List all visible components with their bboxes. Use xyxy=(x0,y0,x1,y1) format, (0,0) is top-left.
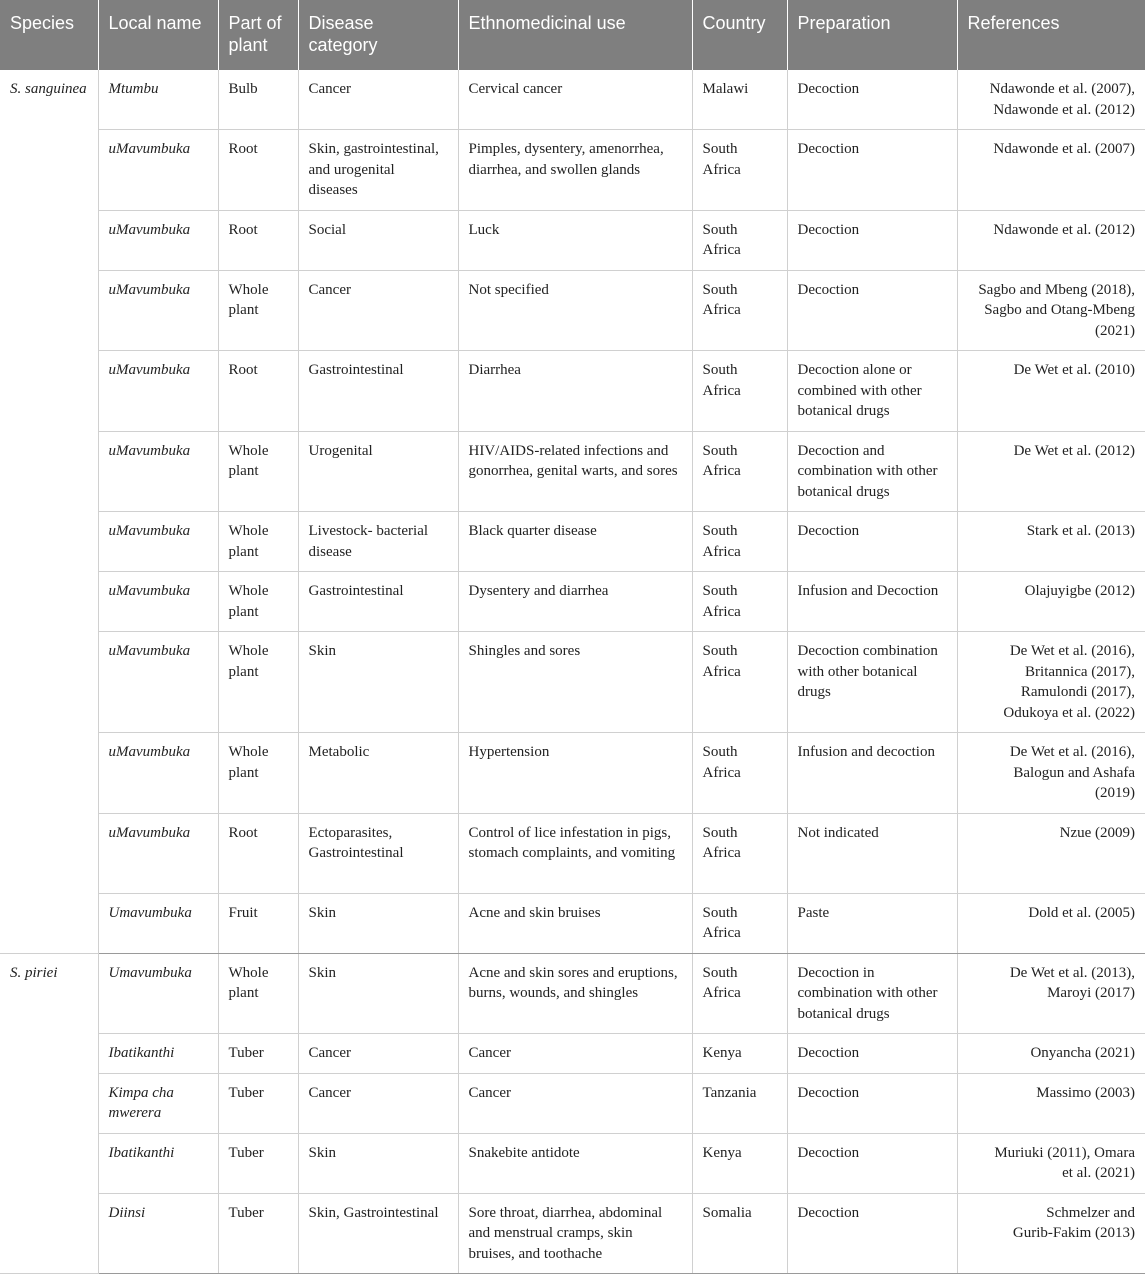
preparation-cell: Decoction xyxy=(787,1073,957,1133)
references-cell xyxy=(957,1193,1145,1274)
country-cell: Kenya xyxy=(692,1034,787,1074)
references-cell xyxy=(957,813,1145,893)
category-cell: Skin xyxy=(298,953,458,1034)
local-name-cell: uMavumbuka xyxy=(98,431,218,512)
table-row xyxy=(0,572,1145,632)
country-cell: South Africa xyxy=(692,130,787,211)
references-cell xyxy=(957,130,1145,211)
part-cell: Whole plant xyxy=(218,632,298,733)
category-cell: Cancer xyxy=(298,1073,458,1133)
use-cell: Diarrhea xyxy=(458,351,692,432)
reference-line: De Wet et al. (2016), xyxy=(1009,744,1135,760)
reference-line: De Wet et al. (2016), xyxy=(1009,643,1135,659)
references-cell xyxy=(957,893,1145,953)
header-preparation: Preparation xyxy=(787,0,957,70)
preparation-cell: Infusion and Decoction xyxy=(787,572,957,632)
reference-line: Massimo (2003) xyxy=(1036,1084,1135,1101)
use-cell: Dysentery and diarrhea xyxy=(458,572,692,632)
part-cell: Tuber xyxy=(218,1073,298,1133)
header-references: References xyxy=(957,0,1145,70)
reference-line: De Wet et al. (2010) xyxy=(1013,362,1135,378)
references-cell xyxy=(957,431,1145,512)
category-cell: Skin, Gastrointestinal xyxy=(298,1193,458,1274)
references-cell xyxy=(957,733,1145,814)
use-cell: Acne and skin bruises xyxy=(458,893,692,953)
reference-line: Ndawonde et al. (2007) xyxy=(993,141,1135,157)
use-cell: Black quarter disease xyxy=(458,512,692,572)
preparation-cell: Decoction xyxy=(787,1034,957,1074)
table-row xyxy=(0,1193,1145,1274)
country-cell: South Africa xyxy=(692,572,787,632)
part-cell: Tuber xyxy=(218,1133,298,1193)
part-cell: Tuber xyxy=(218,1193,298,1274)
use-cell: Cancer xyxy=(458,1073,692,1133)
reference-line: Stark et al. (2013) xyxy=(1026,523,1135,539)
table-row xyxy=(0,1073,1145,1133)
local-name-cell: Ibatikanthi xyxy=(98,1034,218,1074)
references-cell xyxy=(957,210,1145,270)
use-cell: Snakebite antidote xyxy=(458,1133,692,1193)
preparation-cell: Decoction and combination with other botanical drugs xyxy=(787,431,957,512)
country-cell: South Africa xyxy=(692,512,787,572)
preparation-cell: Paste xyxy=(787,893,957,953)
use-cell: HIV/AIDS-related infections and gonorrhea, genital warts, and sores xyxy=(458,431,692,512)
part-cell: Whole plant xyxy=(218,733,298,814)
reference-line: Sagbo and Otang-Mbeng xyxy=(984,302,1135,318)
preparation-cell: Not indicated xyxy=(787,813,957,893)
local-name-cell: uMavumbuka xyxy=(98,270,218,351)
reference-line: Onyancha (2021) xyxy=(1030,1045,1135,1061)
references-cell xyxy=(957,270,1145,351)
references-cell xyxy=(957,1133,1145,1193)
local-name-cell: uMavumbuka xyxy=(98,351,218,432)
reference-line: Ndawonde et al. (2012) xyxy=(993,101,1135,118)
table-row xyxy=(0,893,1145,953)
header-disease-category: Disease category xyxy=(298,0,458,70)
header-local-name: Local name xyxy=(98,0,218,70)
header-part-of-plant: Part of plant xyxy=(218,0,298,70)
use-cell: Hypertension xyxy=(458,733,692,814)
use-cell: Shingles and sores xyxy=(458,632,692,733)
local-name-cell: Ibatikanthi xyxy=(98,1133,218,1193)
use-cell: Not specified xyxy=(458,270,692,351)
reference-line: De Wet et al. (2012) xyxy=(1013,442,1135,459)
references-cell xyxy=(957,1073,1145,1133)
reference-line: Nzue (2009) xyxy=(1059,824,1135,841)
use-cell: Control of lice infestation in pigs, stomach complaints, and vomiting xyxy=(458,813,692,893)
part-cell: Root xyxy=(218,813,298,893)
country-cell: South Africa xyxy=(692,953,787,1034)
local-name-cell: Umavumbuka xyxy=(98,893,218,953)
reference-line: Gurib-Fakim (2013) xyxy=(1012,1225,1135,1241)
category-cell: Metabolic xyxy=(298,733,458,814)
part-cell: Tuber xyxy=(218,1034,298,1074)
part-cell: Whole plant xyxy=(218,953,298,1034)
category-cell: Skin xyxy=(298,632,458,733)
country-cell: Malawi xyxy=(692,70,787,130)
table-row xyxy=(0,733,1145,814)
reference-line: Balogun and Ashafa xyxy=(1013,764,1135,781)
use-cell: Pimples, dysentery, amenorrhea, diarrhea, and swollen glands xyxy=(458,130,692,211)
references-cell xyxy=(957,572,1145,632)
table-row xyxy=(0,130,1145,211)
reference-line: Ndawonde et al. (2012) xyxy=(993,221,1135,238)
references-cell xyxy=(957,351,1145,432)
table-row xyxy=(0,813,1145,893)
local-name-cell: Umavumbuka xyxy=(98,953,218,1034)
table-row xyxy=(0,351,1145,432)
part-cell: Root xyxy=(218,210,298,270)
reference-line: Ndawonde et al. (2007), xyxy=(989,81,1135,97)
preparation-cell: Decoction alone or combined with other botanical drugs xyxy=(787,351,957,432)
header-species: Species xyxy=(0,0,98,70)
preparation-cell: Decoction xyxy=(787,70,957,130)
category-cell: Livestock- bacterial disease xyxy=(298,512,458,572)
table-row xyxy=(0,1034,1145,1074)
table-header xyxy=(0,0,1145,70)
preparation-cell: Decoction xyxy=(787,210,957,270)
preparation-cell: Decoction xyxy=(787,130,957,211)
references-cell xyxy=(957,512,1145,572)
category-cell: Skin xyxy=(298,893,458,953)
reference-line: (2019) xyxy=(1095,785,1135,801)
reference-line: et al. (2021) xyxy=(1062,1165,1135,1181)
local-name-cell: uMavumbuka xyxy=(98,512,218,572)
preparation-cell: Decoction xyxy=(787,1133,957,1193)
country-cell: South Africa xyxy=(692,733,787,814)
part-cell: Fruit xyxy=(218,893,298,953)
category-cell: Cancer xyxy=(298,1034,458,1074)
country-cell: Somalia xyxy=(692,1193,787,1274)
use-cell: Acne and skin sores and eruptions, burns, wounds, and shingles xyxy=(458,953,692,1034)
part-cell: Root xyxy=(218,130,298,211)
category-cell: Gastrointestinal xyxy=(298,351,458,432)
category-cell: Cancer xyxy=(298,70,458,130)
local-name-cell: uMavumbuka xyxy=(98,813,218,893)
local-name-cell: uMavumbuka xyxy=(98,130,218,211)
references-cell xyxy=(957,1034,1145,1074)
table-row xyxy=(0,632,1145,733)
table-row xyxy=(0,512,1145,572)
country-cell: Tanzania xyxy=(692,1073,787,1133)
local-name-cell: Diinsi xyxy=(98,1193,218,1274)
reference-line: Sagbo and Mbeng (2018), xyxy=(978,281,1135,298)
country-cell: South Africa xyxy=(692,813,787,893)
country-cell: South Africa xyxy=(692,210,787,270)
use-cell: Luck xyxy=(458,210,692,270)
preparation-cell: Infusion and decoction xyxy=(787,733,957,814)
header-country: Country xyxy=(692,0,787,70)
reference-line: Ramulondi (2017), xyxy=(1020,684,1135,700)
category-cell: Cancer xyxy=(298,270,458,351)
preparation-cell: Decoction in combination with other botanical drugs xyxy=(787,953,957,1034)
reference-line: Maroyi (2017) xyxy=(1047,985,1135,1001)
category-cell: Urogenital xyxy=(298,431,458,512)
category-cell: Ectoparasites, Gastrointestinal xyxy=(298,813,458,893)
species-cell: S. piriei xyxy=(0,953,98,1274)
country-cell: South Africa xyxy=(692,431,787,512)
preparation-cell: Decoction combination with other botanical drugs xyxy=(787,632,957,733)
part-cell: Root xyxy=(218,351,298,432)
local-name-cell: Mtumbu xyxy=(98,70,218,130)
table-row xyxy=(0,210,1145,270)
reference-line: (2021) xyxy=(1095,322,1135,339)
part-cell: Whole plant xyxy=(218,512,298,572)
use-cell: Cervical cancer xyxy=(458,70,692,130)
local-name-cell: uMavumbuka xyxy=(98,210,218,270)
references-cell xyxy=(957,70,1145,130)
country-cell: South Africa xyxy=(692,351,787,432)
local-name-cell: uMavumbuka xyxy=(98,733,218,814)
table-row xyxy=(0,70,1145,130)
reference-line: Odukoya et al. (2022) xyxy=(1003,704,1135,721)
category-cell: Skin xyxy=(298,1133,458,1193)
reference-line: Schmelzer and xyxy=(1046,1204,1135,1221)
reference-line: De Wet et al. (2013), xyxy=(1009,964,1135,981)
local-name-cell: uMavumbuka xyxy=(98,632,218,733)
country-cell: South Africa xyxy=(692,632,787,733)
table-row xyxy=(0,431,1145,512)
category-cell: Skin, gastrointestinal, and urogenital diseases xyxy=(298,130,458,211)
country-cell: Kenya xyxy=(692,1133,787,1193)
reference-line: Olajuyigbe (2012) xyxy=(1024,583,1135,599)
part-cell: Whole plant xyxy=(218,431,298,512)
use-cell: Sore throat, diarrhea, abdominal and menstrual cramps, skin bruises, and toothache xyxy=(458,1193,692,1274)
part-cell: Bulb xyxy=(218,70,298,130)
category-cell: Social xyxy=(298,210,458,270)
local-name-cell: Kimpa cha mwerera xyxy=(98,1073,218,1133)
species-cell: S. sanguinea xyxy=(0,70,98,953)
table-body xyxy=(0,70,1145,1274)
header-row xyxy=(0,0,1145,70)
country-cell: South Africa xyxy=(692,893,787,953)
use-cell: Cancer xyxy=(458,1034,692,1074)
header-ethnomedicinal-use: Ethnomedicinal use xyxy=(458,0,692,70)
preparation-cell: Decoction xyxy=(787,1193,957,1274)
category-cell: Gastrointestinal xyxy=(298,572,458,632)
preparation-cell: Decoction xyxy=(787,270,957,351)
part-cell: Whole plant xyxy=(218,270,298,351)
preparation-cell: Decoction xyxy=(787,512,957,572)
reference-line: Dold et al. (2005) xyxy=(1028,904,1135,921)
country-cell: South Africa xyxy=(692,270,787,351)
table-row xyxy=(0,953,1145,1034)
part-cell: Whole plant xyxy=(218,572,298,632)
reference-line: Britannica (2017), xyxy=(1025,663,1135,680)
table-row xyxy=(0,1133,1145,1193)
local-name-cell: uMavumbuka xyxy=(98,572,218,632)
references-cell xyxy=(957,953,1145,1034)
table-row xyxy=(0,270,1145,351)
references-cell xyxy=(957,632,1145,733)
reference-line: Muriuki (2011), Omara xyxy=(994,1144,1135,1161)
